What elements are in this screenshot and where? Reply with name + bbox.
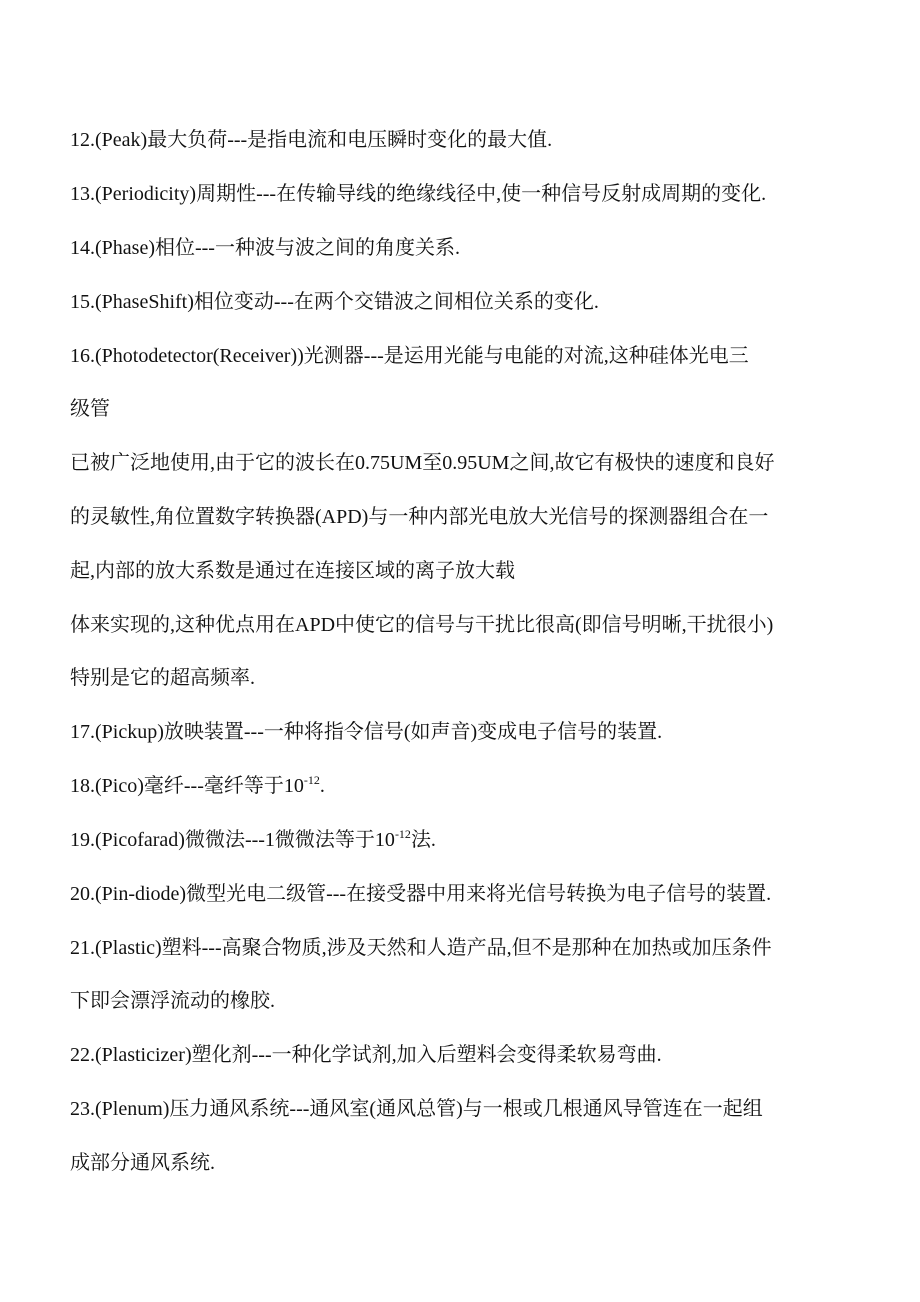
entry-19-text: 19.(Picofarad)微微法---1微微法等于10 (70, 829, 395, 851)
entry-16-photodetector-line-7: 特别是它的超高频率. (70, 667, 255, 689)
entry-16-photodetector-line-5: 起,内部的放大系数是通过在连接区域的离子放大载 (70, 560, 515, 582)
entry-13-periodicity: 13.(Periodicity)周期性---在传输导线的绝缘线径中,使一种信号反射成周期的变化. (70, 183, 767, 205)
entry-19-exponent: -12 (394, 827, 411, 841)
entry-23-plenum-line-1: 23.(Plenum)压力通风系统---通风室(通风总管)与一根或几根通风导管连在一起组 (70, 1098, 763, 1120)
entry-21-plastic-line-1: 21.(Plastic)塑料---高聚合物质,涉及天然和人造产品,但不是那种在加热或加压条件 (70, 937, 772, 959)
entry-16-photodetector-line-1: 16.(Photodetector(Receiver))光测器---是运用光能与电能的对流,这种硅体光电三 (70, 345, 749, 367)
entry-17-pickup: 17.(Pickup)放映装置---一种将指令信号(如声音)变成电子信号的装置. (70, 721, 663, 743)
entry-16-photodetector-line-6: 体来实现的,这种优点用在APD中使它的信号与干扰比很高(即信号明晰,干扰很小) (70, 614, 774, 636)
entry-21-plastic-line-2: 下即会漂浮流动的橡胶. (70, 990, 275, 1012)
entry-18-suffix: . (319, 775, 325, 797)
entry-14-phase: 14.(Phase)相位---一种波与波之间的角度关系. (70, 237, 460, 259)
entry-19-suffix: 法. (410, 829, 436, 851)
entry-18-exponent: -12 (303, 773, 320, 787)
entry-23-plenum-line-2: 成部分通风系统. (70, 1152, 215, 1174)
entry-19-picofarad (70, 827, 860, 853)
entry-20-pin-diode: 20.(Pin-diode)微型光电二级管---在接受器中用来将光信号转换为电子信号的装置. (70, 883, 772, 905)
entry-16-photodetector-line-3: 已被广泛地使用,由于它的波长在0.75UM至0.95UM之间,故它有极快的速度和良好 (70, 452, 775, 474)
entry-18-text: 18.(Pico)毫纤---毫纤等于10 (70, 775, 304, 797)
entry-16-photodetector-line-2: 级管 (70, 398, 110, 420)
entry-16-photodetector-line-4: 的灵敏性,角位置数字转换器(APD)与一种内部光电放大光信号的探测器组合在一 (70, 506, 769, 528)
entry-18-pico (70, 773, 860, 799)
entry-15-phaseshift: 15.(PhaseShift)相位变动---在两个交错波之间相位关系的变化. (70, 291, 599, 313)
entry-22-plasticizer: 22.(Plasticizer)塑化剂---一种化学试剂,加入后塑料会变得柔软易弯曲. (70, 1044, 662, 1066)
entry-12-peak: 12.(Peak)最大负荷---是指电流和电压瞬时变化的最大值. (70, 129, 553, 151)
